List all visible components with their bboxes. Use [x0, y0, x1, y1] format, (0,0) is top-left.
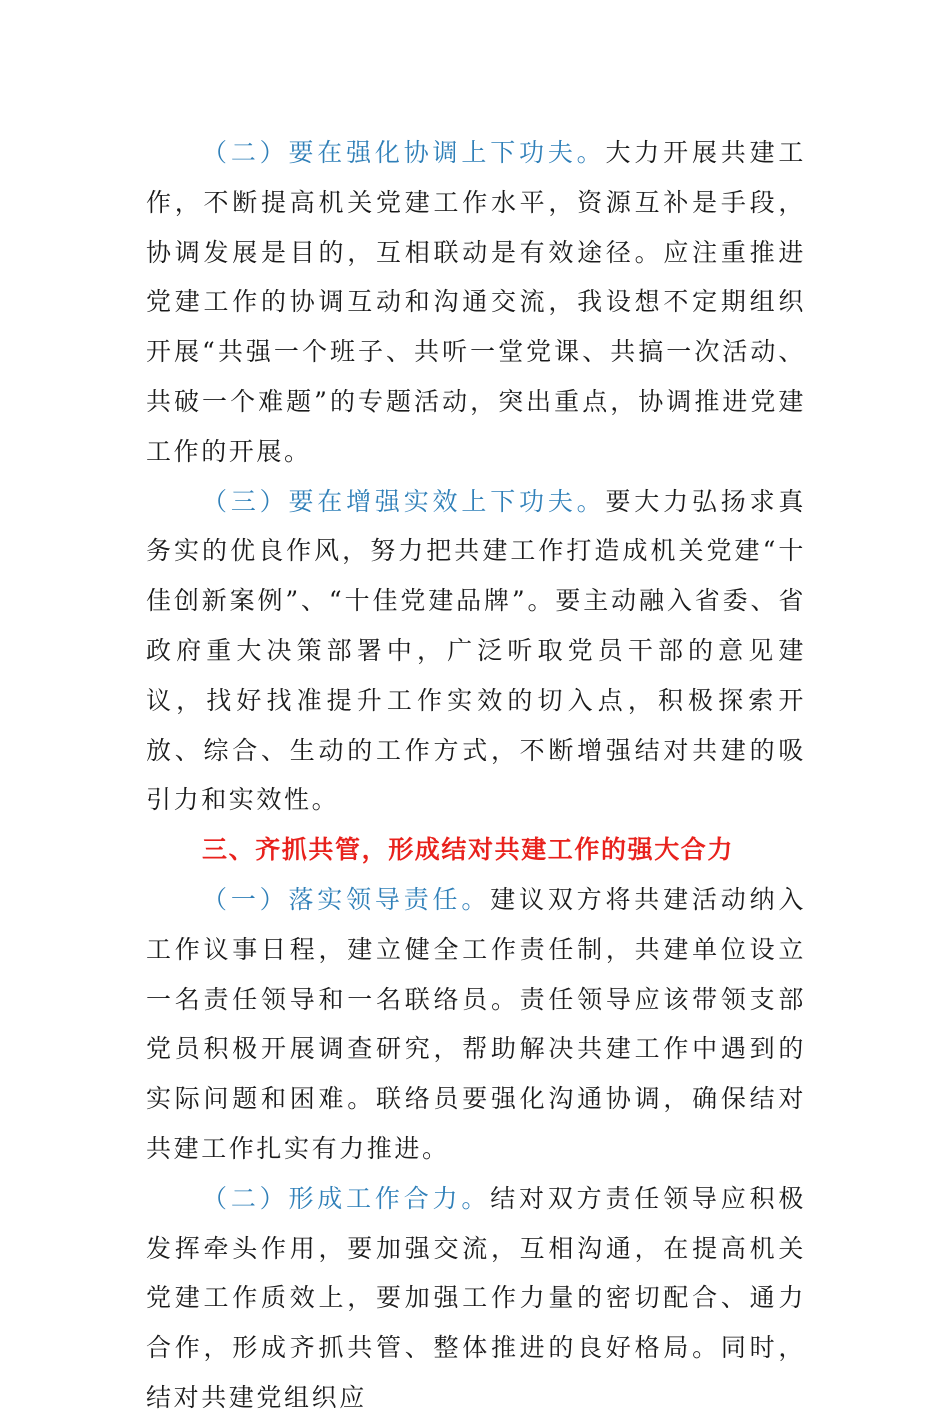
paragraph-text: 大力开展共建工作，不断提高机关党建工作水平，资源互补是手段，协调发展是目的，互相联动是有效途径。应注重推进党建工作的协调互动和沟通交流，我设想不定期组织开展“共强一个班子、共听一堂党课、共搞一次活动、共破一个难题”的专题活动，突出重点，协调推进党建工作的开展。 — [146, 138, 807, 466]
paragraph-effectiveness — [146, 477, 806, 826]
paragraph-leadership — [146, 875, 806, 1174]
paragraph-coordination — [146, 128, 806, 477]
paragraph-text: 建议双方将共建活动纳入工作议事日程，建立健全工作责任制，共建单位设立一名责任领导和一名联络员。责任领导应该带领支部党员积极开展调查研究，帮助解决共建工作中遇到的实际问题和困难。联络员要强化沟通协调，确保结对共建工作扎实有力推进。 — [146, 884, 806, 1163]
paragraph-lead: （一）落实领导责任。 — [202, 884, 491, 914]
paragraph-lead: （二）形成工作合力。 — [202, 1183, 491, 1213]
paragraph-text: 结对双方责任领导应积极发挥牵头作用，要加强交流，互相沟通，在提高机关党建工作质效上，要加强工作力量的密切配合、通力合作，形成齐抓共管、整体推进的良好格局。同时，结对共建党组织应 — [146, 1183, 806, 1412]
document-body — [146, 128, 806, 1423]
section-heading: 三、齐抓共管，形成结对共建工作的强大合力 — [202, 835, 735, 865]
paragraph-synergy — [146, 1174, 806, 1423]
paragraph-text: 要大力弘扬求真务实的优良作风，努力把共建工作打造成机关党建“十佳创新案例”、“十佳党建品牌”。要主动融入省委、省政府重大决策部署中，广泛听取党员干部的意见建议，找好找准提升工作实效的切入点，积极探索开放、综合、生动的工作方式，不断增强结对共建的吸引力和实效性。 — [146, 486, 807, 815]
paragraph-lead: （三）要在增强实效上下功夫。 — [202, 486, 606, 516]
paragraph-lead: （二）要在强化协调上下功夫。 — [202, 138, 606, 167]
